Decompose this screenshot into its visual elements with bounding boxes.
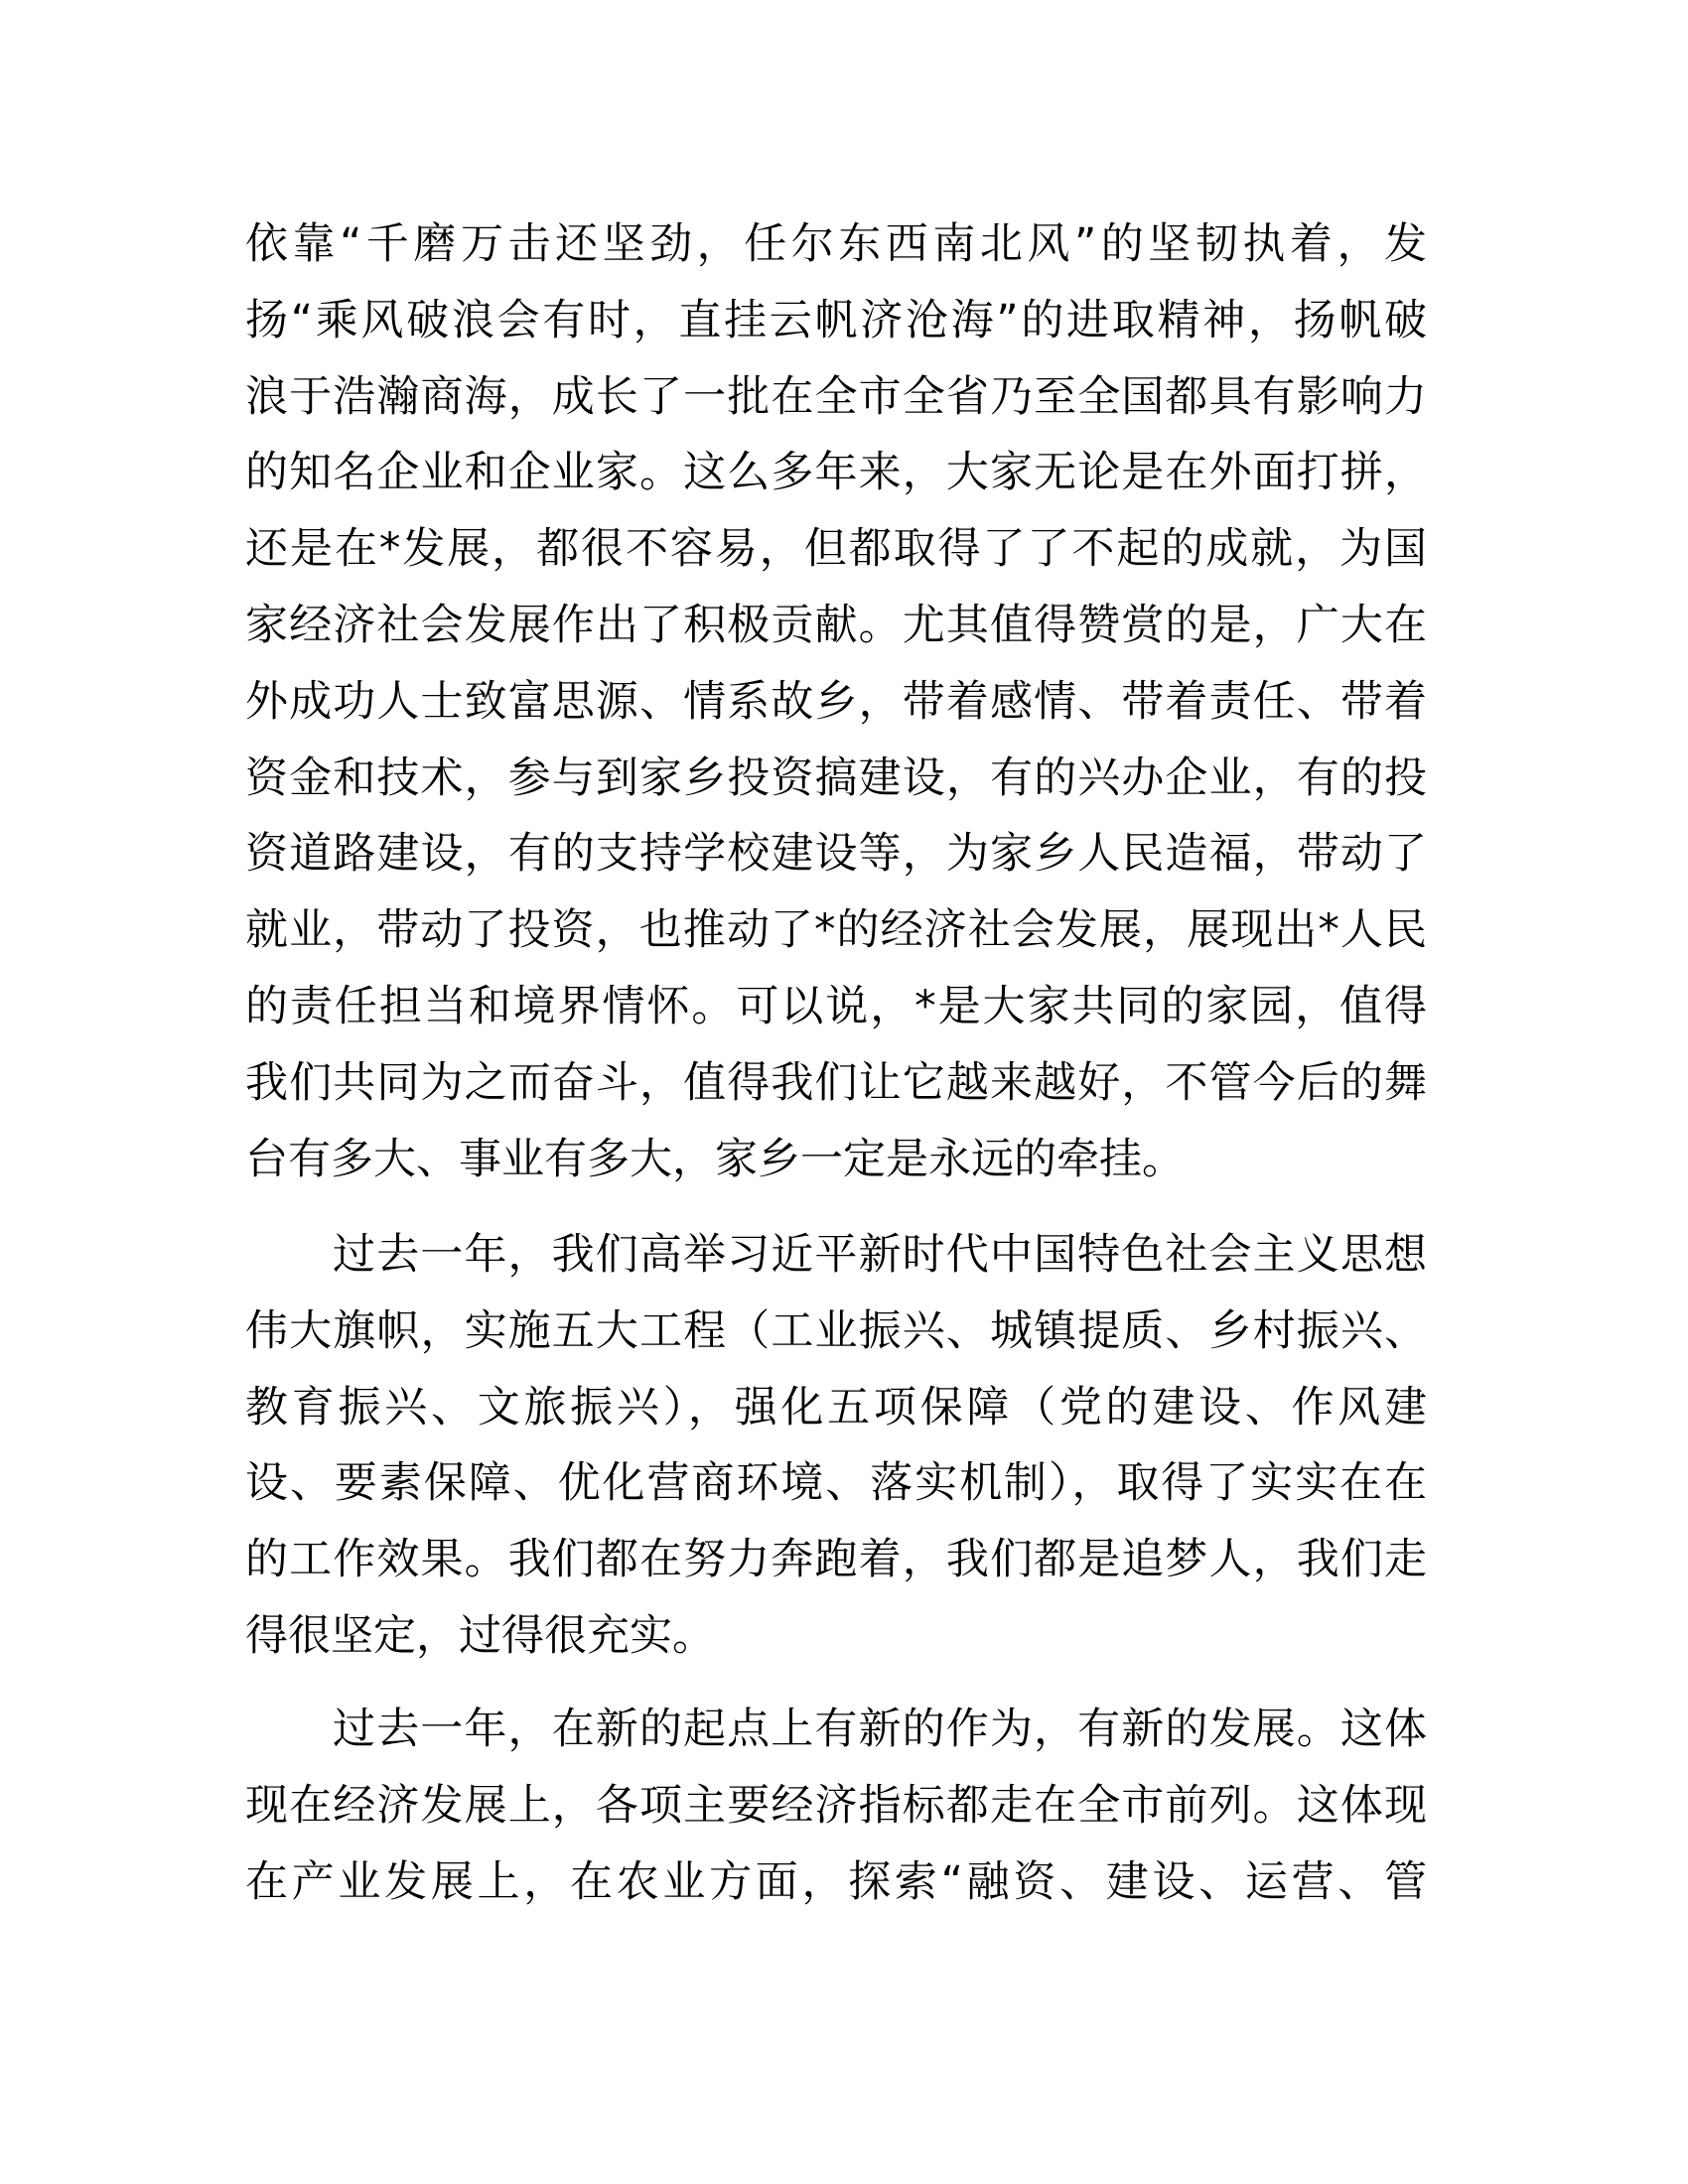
text-line: 台有多大、事业有多大，家乡一定是永远的牵挂。 xyxy=(245,1134,1185,1184)
text-line: 的知名企业和企业家。这么多年来，大家无论是在外面打拼， xyxy=(245,448,1427,498)
text-line: 教育振兴、文旅振兴），强化五项保障（党的建设、作风建 xyxy=(245,1382,1427,1433)
text-line: 的责任担当和境界情怀。可以说，*是大家共同的家园，值得 xyxy=(245,981,1427,1031)
text-line: 外成功人士致富思源、情系故乡，带着感情、带着责任、带着 xyxy=(245,676,1427,727)
paragraph-1 xyxy=(245,206,1427,1197)
text-line: 现在经济发展上，各项主要经济指标都走在全市前列。这体现 xyxy=(245,1780,1427,1831)
text-line: 我们共同为之而奋斗，值得我们让它越来越好，不管今后的舞 xyxy=(245,1057,1427,1108)
text-line: 的工作效果。我们都在努力奔跑着，我们都是追梦人，我们走 xyxy=(245,1535,1427,1585)
text-line: 设、要素保障、优化营商环境、落实机制），取得了实实在在 xyxy=(245,1458,1427,1509)
text-line: 浪于浩瀚商海，成长了一批在全市全省乃至全国都具有影响力 xyxy=(245,371,1427,422)
text-line: 依靠“千磨万击还坚劲，任尔东西南北风”的坚韧执着，发 xyxy=(245,219,1427,269)
paragraph-2 xyxy=(245,1217,1427,1675)
text-line: 过去一年，我们高举习近平新时代中国特色社会主义思想 xyxy=(333,1230,1427,1280)
text-line: 还是在*发展，都很不容易，但都取得了了不起的成就，为国 xyxy=(245,524,1427,575)
text-line: 在产业发展上，在农业方面，探索“融资、建设、运营、管 xyxy=(245,1856,1427,1907)
text-line: 扬“乘风破浪会有时，直挂云帆济沧海”的进取精神，扬帆破 xyxy=(245,295,1427,345)
text-line: 得很坚定，过得很充实。 xyxy=(245,1610,715,1661)
text-line: 资金和技术，参与到家乡投资搞建设，有的兴办企业，有的投 xyxy=(245,752,1427,803)
text-line: 过去一年，在新的起点上有新的作为，有新的发展。这体 xyxy=(333,1705,1427,1754)
paragraph-3 xyxy=(245,1692,1427,1920)
text-line: 资道路建设，有的支持学校建设等，为家乡人民造福，带动了 xyxy=(245,829,1427,880)
text-line: 就业，带动了投资，也推动了*的经济社会发展，展现出*人民 xyxy=(245,905,1427,956)
text-line: 伟大旗帜，实施五大工程（工业振兴、城镇提质、乡村振兴、 xyxy=(245,1305,1427,1356)
text-line: 家经济社会发展作出了积极贡献。尤其值得赞赏的是，广大在 xyxy=(245,600,1427,650)
